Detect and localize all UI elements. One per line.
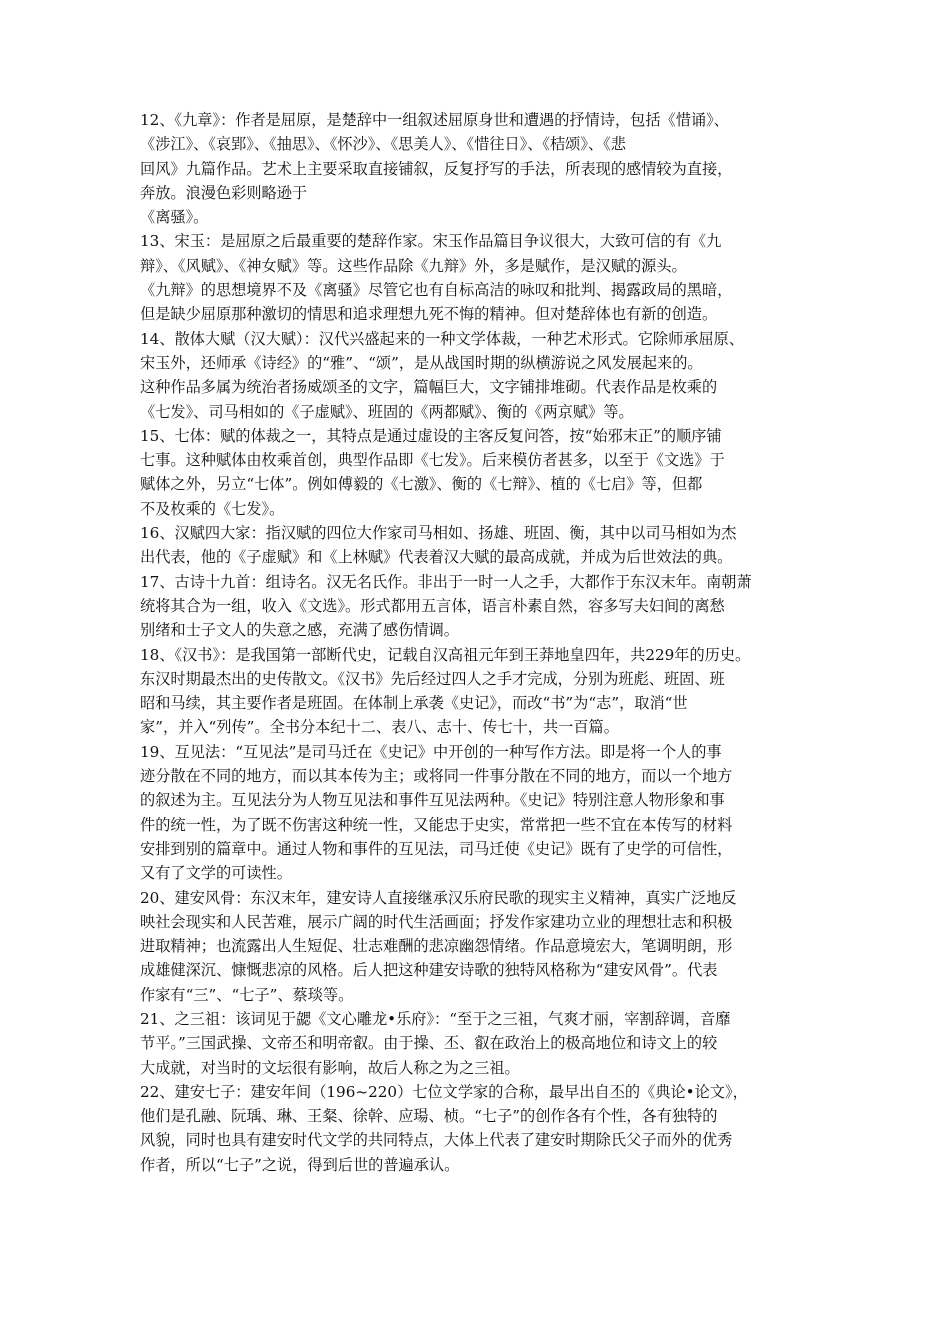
entry-line: 的叙述为主。互见法分为人物互见法和事件互见法两种。《史记》特别注意人物形象和事 bbox=[140, 791, 725, 810]
entry-line: 回风》九篇作品。艺术上主要采取直接铺叙，反复抒写的手法，所表现的感情较为直接， bbox=[140, 159, 733, 178]
entry-line: 统将其合为一组，收入《文选》。形式都用五言体，语言朴素自然，容多写夫妇间的离愁 bbox=[140, 596, 725, 615]
entry-line: 件的统一性，为了既不伤害这种统一性，又能忠于史实，常常把一些不宜在本传写的材料 bbox=[140, 815, 733, 834]
entry-line: 迹分散在不同的地方，而以其本传为主；或将同一件事分散在不同的地方，而以一个地方 bbox=[140, 767, 733, 786]
entry-line: 作家有“三”、“七子”、蔡琰等。 bbox=[140, 985, 354, 1004]
entry-line: 家”，并入“列传”。全书分本纪十二、表八、志十、传七十，共一百篇。 bbox=[140, 718, 619, 737]
entry-line: 成雄健深沉、慷慨悲凉的风格。后人把这种建安诗歌的独特风格称为“建安风骨”。代表 bbox=[140, 961, 718, 980]
entry-line: 但是缺少屈原那种激切的情思和追求理想九死不悔的精神。但对楚辞体也有新的创造。 bbox=[140, 305, 718, 324]
entry-line: 21、之三祖：该词见于勰《文心雕龙•乐府》：“至于之三祖，气爽才丽，宰割辞调，音靡 bbox=[140, 1009, 731, 1028]
entry-line: 16、汉赋四大家：指汉赋的四位大作家司马相如、扬雄、班固、衡，其中以司马相如为杰 bbox=[140, 524, 737, 543]
entry-line: 22、建安七子：建安年间（196~220）七位文学家的合称，最早出自丕的《典论•论文》， bbox=[140, 1082, 748, 1101]
entry-line: 不及枚乘的《七发》。 bbox=[140, 499, 285, 518]
entry-17 bbox=[140, 570, 816, 643]
entry-16 bbox=[140, 521, 816, 570]
entry-line: 20、建安风骨：东汉末年，建安诗人直接继承汉乐府民歌的现实主义精神，真实广泛地反 bbox=[140, 888, 737, 907]
entry-13 bbox=[140, 229, 816, 326]
entry-line: 赋体之外，另立“七体”。例如傅毅的《七激》、衡的《七辩》、植的《七启》等，但都 bbox=[140, 475, 703, 494]
entry-line: 14、散体大赋（汉大赋）：汉代兴盛起来的一种文学体裁，一种艺术形式。它除师承屈原、 bbox=[140, 329, 745, 348]
entry-12 bbox=[140, 108, 816, 229]
entry-18 bbox=[140, 643, 816, 740]
entry-line: 又有了文学的可读性。 bbox=[140, 864, 292, 883]
entry-line: 这种作品多属为统治者扬威颂圣的文字，篇幅巨大，文字铺排堆砌。代表作品是枚乘的 bbox=[140, 378, 718, 397]
entry-line: 大成就，对当时的文坛很有影响，故后人称之为之三祖。 bbox=[140, 1058, 520, 1077]
entry-line: 15、七体：赋的体裁之一，其特点是通过虚设的主客反复问答，按“始邪末正”的顺序铺 bbox=[140, 426, 722, 445]
entry-line: 进取精神；也流露出人生短促、壮志难酬的悲凉幽怨情绪。作品意境宏大，笔调明朗，形 bbox=[140, 937, 733, 956]
entry-line: 17、古诗十九首：组诗名。汉无名氏作。非出于一时一人之手，大都作于东汉末年。南朝萧 bbox=[140, 572, 752, 591]
entry-line: 《七发》、司马相如的《子虚赋》、班固的《两都赋》、衡的《两京赋》等。 bbox=[140, 402, 634, 421]
entry-line: 风貌，同时也具有建安时代文学的共同特点，大体上代表了建安时期除氏父子而外的优秀 bbox=[140, 1131, 733, 1150]
entry-line: 昭和马续，其主要作者是班固。在体制上承袭《史记》，而改“书”为“志”，取消“世 bbox=[140, 694, 688, 713]
entry-line: 作者，所以“七子”之说，得到后世的普遍承认。 bbox=[140, 1155, 460, 1174]
entry-19 bbox=[140, 740, 816, 886]
entry-line: 出代表，他的《子虚赋》和《上林赋》代表着汉大赋的最高成就，并成为后世效法的典。 bbox=[140, 548, 733, 567]
entry-line: 东汉时期最杰出的史传散文。《汉书》先后经过四人之手才完成，分别为班彪、班固、班 bbox=[140, 669, 725, 688]
entry-line: 《九辩》的思想境界不及《离骚》尽管它也有自标高洁的咏叹和批判、揭露政局的黑暗， bbox=[140, 281, 733, 300]
entry-line: 节平。”三国武操、文帝丕和明帝叡。由于操、丕、叡在政治上的极高地位和诗文上的较 bbox=[140, 1034, 718, 1053]
entry-line: 18、《汉书》：是我国第一部断代史，记载自汉高祖元年到王莽地皇四年，共229年的历史。 bbox=[140, 645, 751, 664]
entry-21 bbox=[140, 1007, 816, 1080]
entry-line: 奔放。浪漫色彩则略逊于 bbox=[140, 183, 308, 202]
entry-line: 七事。这种赋体由枚乘首创，典型作品即《七发》。后来模仿者甚多，以至于《文选》于 bbox=[140, 451, 725, 470]
entry-line: 《离骚》。 bbox=[140, 208, 209, 227]
entry-22 bbox=[140, 1080, 816, 1177]
entry-line: 13、宋玉：是屈原之后最重要的楚辞作家。宋玉作品篇目争议很大，大致可信的有《九 bbox=[140, 232, 722, 251]
entry-line: 他们是孔融、阮瑀、琳、王粲、徐幹、应瑒、桢。“七子”的创作各有个性，各有独特的 bbox=[140, 1107, 718, 1126]
entry-14 bbox=[140, 327, 816, 424]
document-body bbox=[140, 108, 816, 1177]
entry-line: 别绪和士子文人的失意之感，充满了感伤情调。 bbox=[140, 621, 459, 640]
entry-line: 《涉江》、《哀郢》、《抽思》、《怀沙》、《思美人》、《惜往日》、《桔颂》、《悲 bbox=[140, 135, 626, 154]
entry-line: 19、互见法：“互见法”是司马迁在《史记》中开创的一种写作方法。即是将一个人的事 bbox=[140, 742, 722, 761]
entry-20 bbox=[140, 886, 816, 1007]
entry-line: 宋玉外，还师承《诗经》的“雅”、“颂”，是从战国时期的纵横游说之风发展起来的。 bbox=[140, 353, 703, 372]
entry-15 bbox=[140, 424, 816, 521]
entry-line: 辩》、《风赋》、《神女赋》等。这些作品除《九辩》外，多是赋作，是汉赋的源头。 bbox=[140, 256, 687, 275]
entry-line: 映社会现实和人民苦难，展示广阔的时代生活画面；抒发作家建功立业的理想壮志和积极 bbox=[140, 912, 733, 931]
entry-line: 12、《九章》：作者是屈原，是楚辞中一组叙述屈原身世和遭遇的抒情诗，包括《惜诵》、 bbox=[140, 111, 729, 129]
entry-line: 安排到别的篇章中。通过人物和事件的互见法，司马迁使《史记》既有了史学的可信性， bbox=[140, 839, 733, 858]
